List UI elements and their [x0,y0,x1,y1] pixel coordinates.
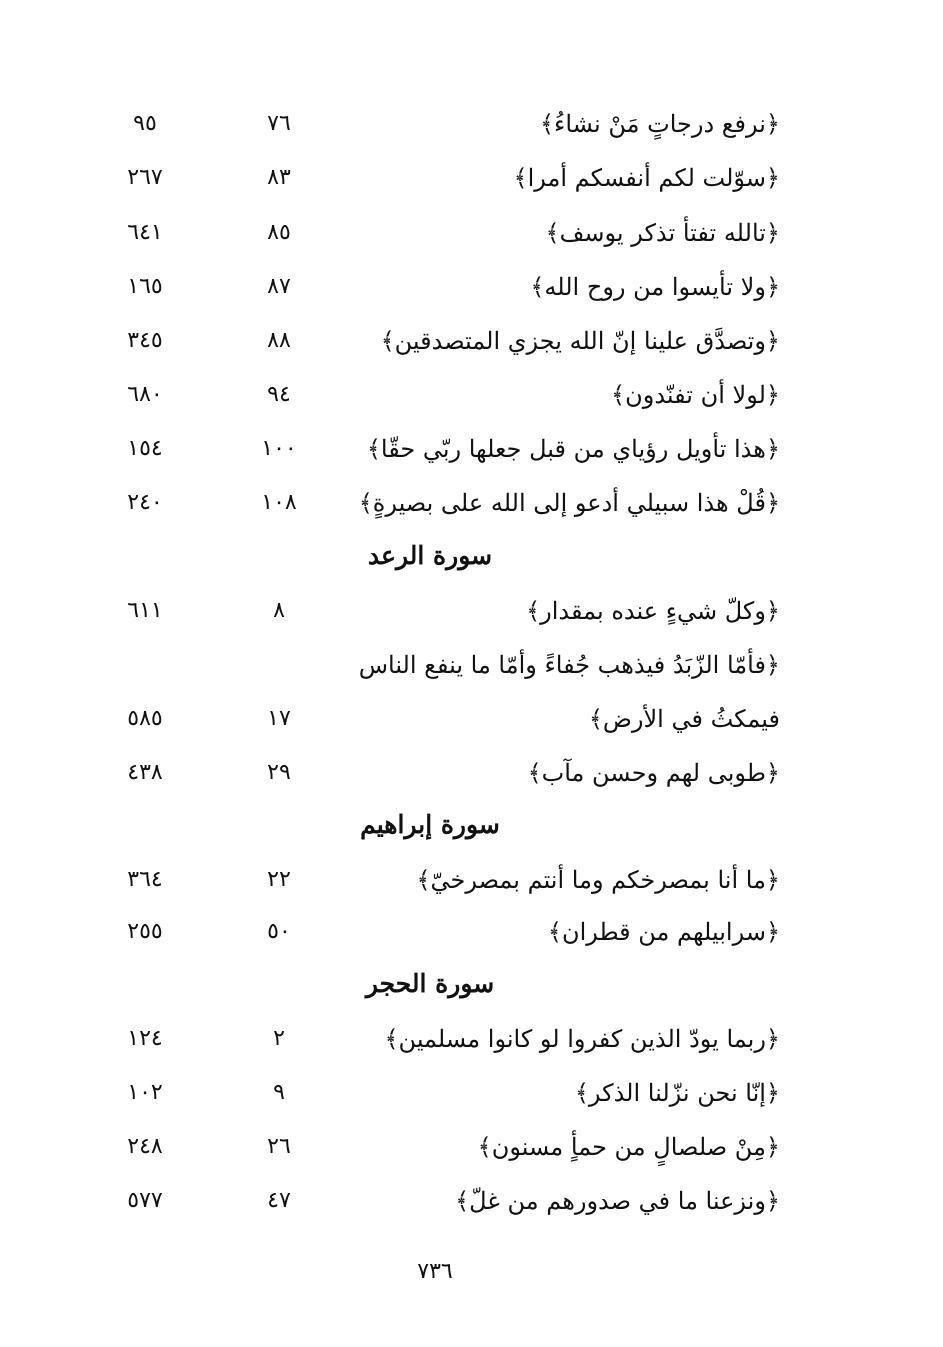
index-row [0,1073,943,1113]
verse-text: ﴿ما أنا بمصرخكم وما أنتم بمصرخيّ﴾ [416,866,780,894]
index-row [0,860,943,900]
index-row [0,104,943,144]
ayah-number: ٢ [273,1026,285,1051]
verse-text: ﴿نرفع درجاتٍ مَنْ نشاءُ﴾ [539,110,780,138]
page-reference: ٣٤٥ [127,328,163,353]
page-reference: ٩٥ [133,111,157,136]
index-row [0,483,943,523]
ayah-number: ٢٢ [267,867,291,892]
index-row [0,321,943,361]
verse-text: ﴿ونزعنا ما في صدورهم من غلّ﴾ [455,1187,780,1215]
index-row [0,699,943,739]
page-reference: ١٠٢ [127,1080,163,1105]
index-row [0,1127,943,1167]
index-row [0,912,943,952]
page-reference: ٢٤٨ [127,1134,163,1159]
ayah-number: ٨٣ [267,165,291,190]
page-reference: ٢٥٥ [127,919,163,944]
index-row [0,1181,943,1221]
verse-text: ﴿ولا تأيسوا من روح الله﴾ [530,273,780,301]
ayah-number: ٨٥ [267,220,291,245]
page-reference: ٢٤٠ [127,490,163,515]
index-row [0,213,943,253]
surah-heading: سورة الحجر [365,969,495,998]
ayah-number: ١٧ [267,706,291,731]
verse-text: فيمكثُ في الأرض﴾ [588,705,780,733]
verse-text: ﴿طوبى لهم وحسن مآب﴾ [527,759,780,787]
verse-text: ﴿تالله تفتأ تذكر يوسف﴾ [545,219,780,247]
surah-heading: سورة الرعد [367,541,493,570]
ayah-number: ٢٩ [267,760,291,785]
page-reference: ١٦٥ [127,274,163,299]
verse-text: ﴿وتصدَّق علينا إنّ الله يجزي المتصدقين﴾ [380,327,780,355]
index-row [0,158,943,198]
index-row [0,753,943,793]
page-reference: ١٥٤ [127,436,163,461]
verse-text: ﴿سوّلت لكم أنفسكم أمرا﴾ [513,164,780,192]
page-reference: ٣٦٤ [127,867,163,892]
ayah-number: ٨٨ [267,328,291,353]
index-row [0,591,943,631]
ayah-number: ٥٠ [267,919,291,944]
verse-text: ﴿وكلّ شيءٍ عنده بمقدار﴾ [526,597,780,625]
ayah-number: ٢٦ [267,1134,291,1159]
page-number: ٧٣٦ [417,1259,453,1284]
page-reference: ٢٦٧ [127,165,163,190]
page-reference: ٥٨٥ [127,706,163,731]
verse-text: ﴿لولا أن تفنّدون﴾ [611,381,780,409]
ayah-number: ٩ [273,1080,285,1105]
verse-text: ﴿ربما يودّ الذين كفروا لو كانوا مسلمين﴾ [384,1025,780,1053]
page-reference: ٥٧٧ [127,1188,163,1213]
index-row [0,267,943,307]
page-reference: ٤٣٨ [127,760,163,785]
index-row [0,645,943,685]
ayah-number: ٨٧ [267,274,291,299]
surah-heading: سورة إبراهيم [360,810,500,839]
index-row [0,429,943,469]
ayah-number: ٤٧ [267,1188,291,1213]
ayah-number: ٧٦ [267,111,291,136]
index-row [0,1019,943,1059]
verse-text: ﴿قُلْ هذا سبيلي أدعو إلى الله على بصيرةٍ﴾ [358,489,780,517]
ayah-number: ١٠٨ [261,490,297,515]
verse-text: ﴿فأمّا الزّبَدُ فيذهب جُفاءً وأمّا ما ينفع الناس [358,651,780,679]
ayah-number: ٨ [273,598,285,623]
page-reference: ٦١١ [127,598,163,623]
verse-text: ﴿سرابيلهم من قطران﴾ [547,918,780,946]
ayah-number: ١٠٠ [261,436,297,461]
verse-text: ﴿إنّا نحن نزّلنا الذكر﴾ [574,1079,780,1107]
page-reference: ١٢٤ [127,1026,163,1051]
page-reference: ٦٨٠ [127,382,163,407]
index-row [0,375,943,415]
ayah-number: ٩٤ [267,382,291,407]
verse-text: ﴿هذا تأويل رؤياي من قبل جعلها ربّي حقّا﴾ [366,435,780,463]
page-reference: ٦٤١ [127,220,163,245]
verse-text: ﴿مِنْ صلصالٍ من حمأٍ مسنون﴾ [477,1133,780,1161]
